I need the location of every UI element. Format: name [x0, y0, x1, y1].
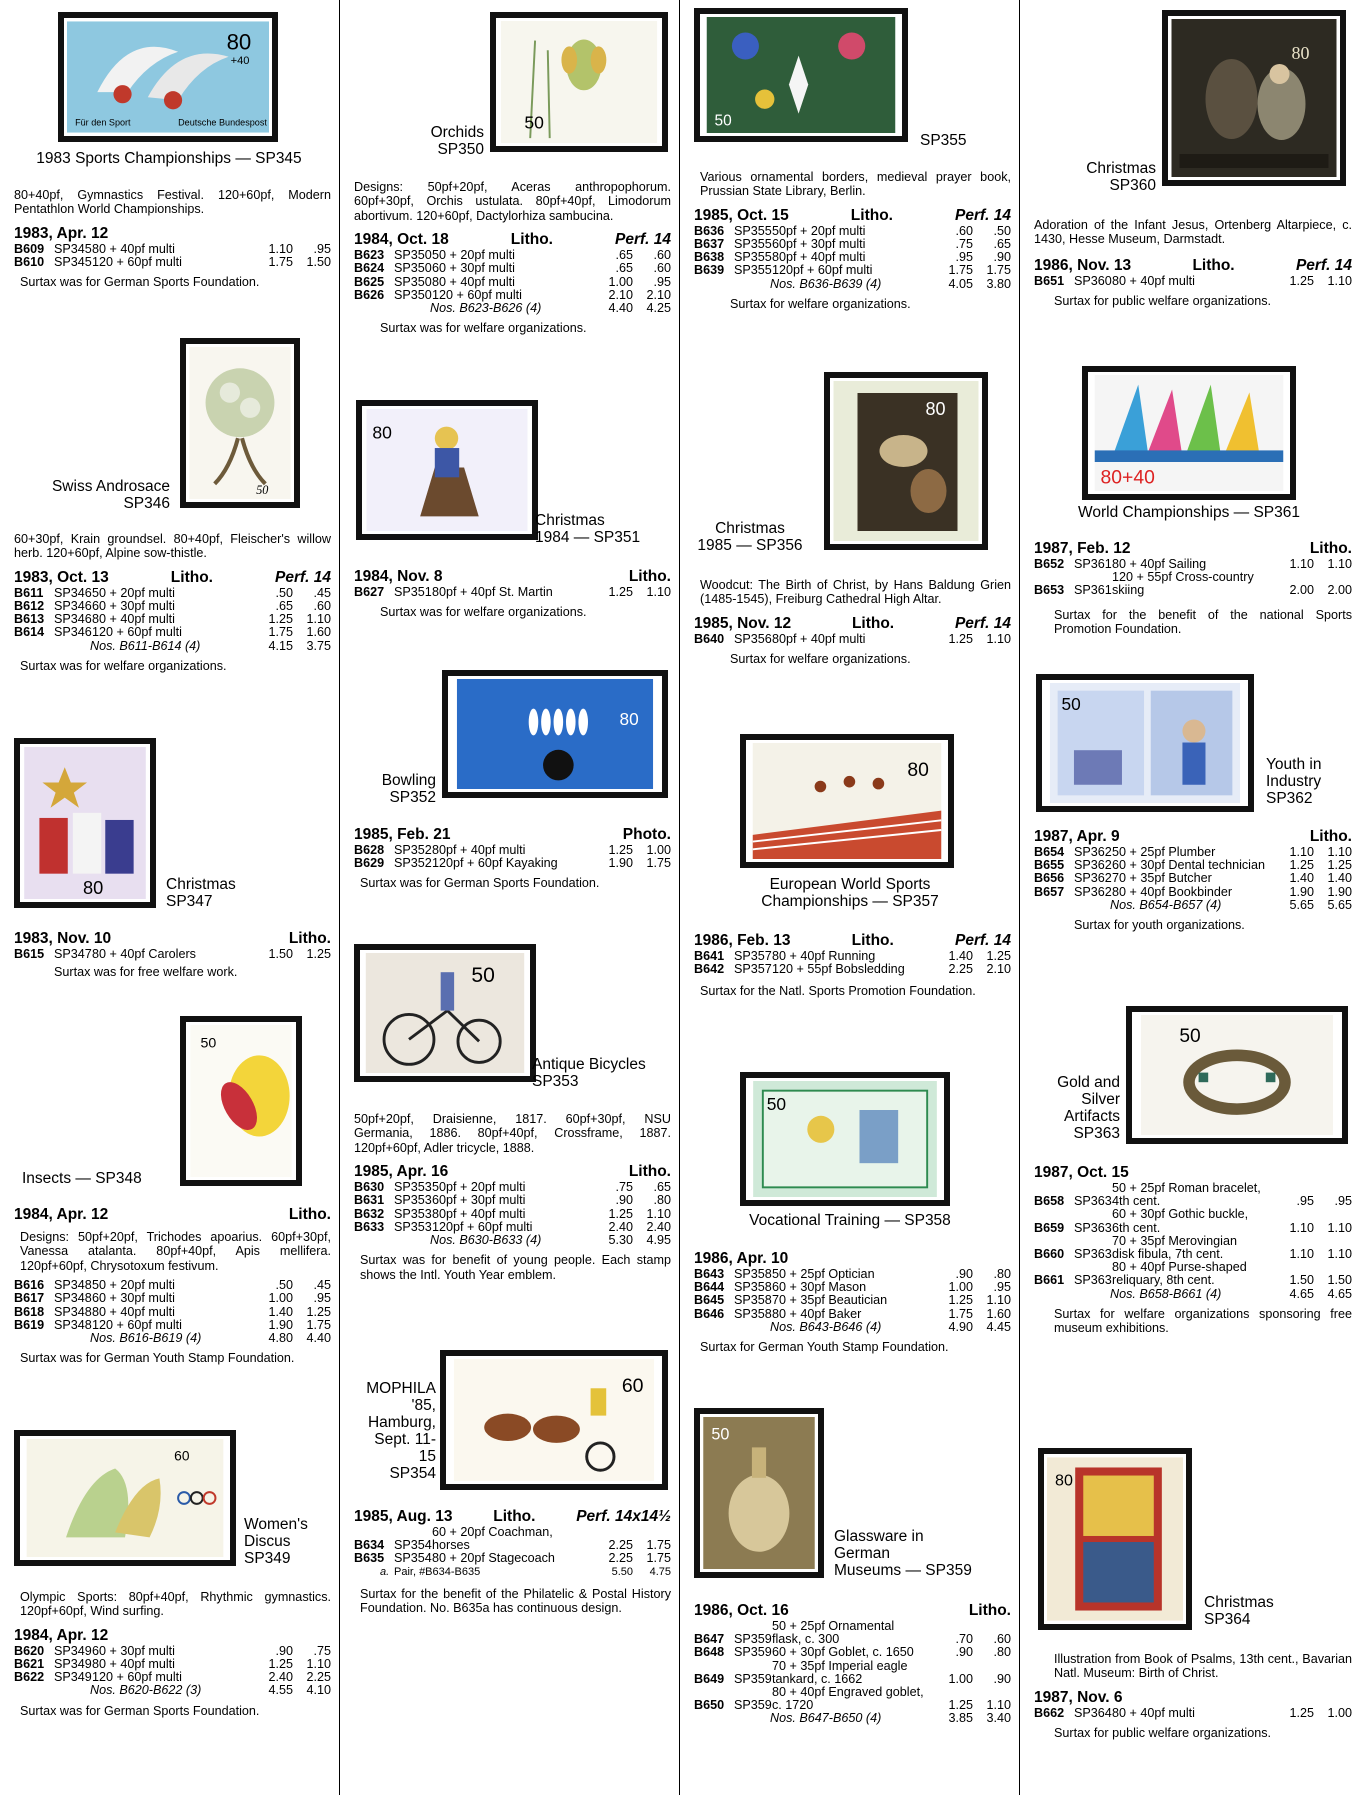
table-row: B654 SP362 50 + 25pf Plumber 1.10 1.10: [1034, 845, 1352, 859]
issue-table-sp351: [354, 586, 671, 599]
svg-text:50: 50: [200, 1035, 217, 1052]
svg-text:80: 80: [1055, 1471, 1073, 1490]
table-row: B625 SP350 80 + 40pf multi 1.00 .95: [354, 274, 671, 289]
svg-text:80: 80: [907, 759, 929, 781]
table-row: B614 SP346 120 + 60pf multi 1.75 1.60: [14, 625, 331, 640]
svg-text:50: 50: [471, 963, 495, 987]
table-row: Nos. B658-B661 (4) 4.65 4.65: [1110, 1286, 1352, 1301]
table-row: B645 SP358 70 + 35pf Beautician 1.25 1.10: [694, 1293, 1011, 1308]
issue-table-sp349: [14, 1645, 331, 1698]
block-sp349: Olympic Sports: 80pf+40pf, Rhythmic gymnastics. 120pf+60pf, Wind surfing. 1984, Apr. 12 B620 SP349 60 + 30pf multi .90 .75 B621 SP349 80 + 40pf multi 1.25 1.10 B622 SP349 120 + 60pf multi 2.40 2.25 Nos. B620-B622 (3) 4.55 4.10 Surtax was for German Sports Foundation.: [14, 1590, 331, 1718]
stamp-image-sp355: [694, 8, 908, 142]
stamp-image-sp348: [180, 1016, 302, 1186]
issue-table-sp357: [694, 950, 1011, 976]
stamp-image-sp347: [14, 738, 156, 908]
svg-text:50: 50: [256, 482, 269, 497]
table-row: B619 SP348 120 + 60pf multi 1.90 1.75: [14, 1317, 331, 1332]
svg-text:80: 80: [226, 29, 252, 55]
stamp-image-sp354: [440, 1350, 668, 1490]
stamp-image-sp356: [824, 372, 988, 550]
svg-text:50: 50: [1179, 1025, 1201, 1047]
table-row: B641 SP357 80 + 40pf Running 1.40 1.25: [694, 949, 1011, 963]
table-row: B631 SP353 60pf + 30pf multi .90 .80: [354, 1193, 671, 1208]
table-row: Nos. B611-B614 (4) 4.15 3.75: [90, 638, 331, 653]
block-sp352: 1985, Feb. 21 Photo. B628 SP352 80pf + 40pf multi 1.25 1.00 B629 SP352 120pf + 60pf Kayaking 1.90 1.75 Surtax was for German Sports Foundation.: [354, 826, 671, 891]
svg-text:50: 50: [766, 1094, 787, 1114]
svg-text:50: 50: [714, 112, 732, 130]
table-row: B647 SP359 50 + 25pf Ornamental flask, c. 300 .70 .60: [694, 1619, 1011, 1647]
column-1: [0, 0, 340, 1795]
table-row: B636 SP355 50pf + 20pf multi .60 .50: [694, 223, 1011, 238]
column-3: [680, 0, 1020, 1795]
svg-text:50: 50: [711, 1425, 730, 1444]
issue-table-sp358: [694, 1268, 1011, 1334]
table-row: a. Pair, #B634-B635 5.50 4.75: [380, 1565, 671, 1578]
stamp-image-sp357: [740, 734, 954, 868]
issue-table-sp363: [1034, 1182, 1352, 1301]
issue-table-sp361: [1034, 558, 1352, 598]
block-sp345: 80+40pf, Gymnastics Festival. 120+60pf, Modern Pentathlon World Championships. 1983, Apr. 12 B609 SP345 80 + 40pf multi 1.10 .95 B610 SP345 120 + 60pf multi 1.75 1.50 Surtax was for German Sports Foundation.: [14, 188, 331, 290]
caption-sp364: Christmas SP364: [1204, 1594, 1274, 1628]
svg-text:80: 80: [82, 876, 104, 898]
table-row: Nos. B620-B622 (3) 4.55 4.10: [90, 1683, 331, 1698]
caption-sp346: Swiss Androsace SP346: [51, 478, 170, 512]
block-sp362: 1987, Apr. 9 Litho. B654 SP362 50 + 25pf Plumber 1.10 1.10 B655 SP362 60 + 30pf Dental technician 1.25 1.25 B656 SP362 70 + 35pf Butcher 1.40 1.40 B657 SP362 80 + 40pf Bookbinder 1.90 1.90 Nos. B654-B657 (4) 5.65 5.65 Surtax for youth organizations.: [1034, 828, 1352, 933]
block-sp347: 1983, Nov. 10 Litho. B615 SP347 80 + 40pf Carolers 1.50 1.25 Surtax was for free welfare work.: [14, 930, 331, 980]
block-sp360: Adoration of the Infant Jesus, Ortenberg Altarpiece, c. 1430, Hesse Museum, Darmstadt. 1986, Nov. 13 Litho. Perf. 14 B651 SP360 80 + 40pf multi 1.25 1.10 Surtax for public welfare organizations.: [1034, 218, 1352, 309]
table-row: B615 SP347 80 + 40pf Carolers 1.50 1.25: [14, 947, 331, 961]
svg-text:Deutsche Bundespost: Deutsche Bundespost: [178, 117, 267, 128]
table-row: B643 SP358 50 + 25pf Optician .90 .80: [694, 1267, 1011, 1281]
caption-sp360: Christmas SP360: [1086, 160, 1156, 194]
block-sp364: Illustration from Book of Psalms, 13th cent., Bavarian Natl. Museum: Birth of Christ. 1987, Nov. 6 B662 SP364 80 + 40pf multi 1.25 1.00 Surtax for public welfare organizations.: [1034, 1652, 1352, 1741]
stamp-image-sp361: [1082, 366, 1296, 500]
table-row: B652 SP361 80 + 40pf Sailing 1.10 1.10: [1034, 557, 1352, 571]
table-row: Nos. B647-B650 (4) 3.85 3.40: [770, 1711, 1011, 1726]
table-row: B612 SP346 60 + 30pf multi .65 .60: [14, 599, 331, 614]
table-row: B618 SP348 80 + 40pf multi 1.40 1.25: [14, 1304, 331, 1319]
table-row: B658 SP363 50 + 25pf Roman bracelet, 4th cent. .95 .95: [1034, 1181, 1352, 1209]
table-row: B648 SP359 60 + 30pf Goblet, c. 1650 .90 .80: [694, 1645, 1011, 1660]
stamp-image-sp352: [442, 670, 668, 798]
table-row: B649 SP359 70 + 35pf Imperial eagle tankard, c. 1662 1.00 .90: [694, 1658, 1011, 1686]
caption-sp353: Antique Bicycles SP353: [532, 1056, 646, 1090]
table-row: B637 SP355 60pf + 30pf multi .75 .65: [694, 237, 1011, 252]
table-row: B621 SP349 80 + 40pf multi 1.25 1.10: [14, 1657, 331, 1672]
table-row: B660 SP363 70 + 35pf Merovingian disk fibula, 7th cent. 1.10 1.10: [1034, 1233, 1352, 1262]
table-row: B659 SP363 60 + 30pf Gothic buckle, 6th cent. 1.10 1.10: [1034, 1207, 1352, 1235]
block-sp357: 1986, Feb. 13 Litho. Perf. 14 B641 SP357 80 + 40pf Running 1.40 1.25 B642 SP357 120 + 55pf Bobsledding 2.25 2.10 Surtax for the Natl. Sports Promotion Foundation.: [694, 932, 1011, 999]
table-row: B635 SP354 80 + 20pf Stagecoach 2.25 1.75: [354, 1551, 671, 1566]
block-sp351: 1984, Nov. 8 Litho. B627 SP351 80pf + 40pf St. Martin 1.25 1.10 Surtax was for welfare organizations.: [354, 568, 671, 620]
svg-text:Für den Sport: Für den Sport: [75, 117, 131, 128]
issue-table-sp348: [14, 1279, 331, 1345]
caption-sp359: Glassware in German Museums — SP359: [834, 1528, 972, 1579]
block-sp358: 1986, Apr. 10 B643 SP358 50 + 25pf Optician .90 .80 B644 SP358 60 + 30pf Mason 1.00 .95 B645 SP358 70 + 35pf Beautician 1.25 1.10 B646 SP358 80 + 40pf Baker 1.75 1.60 Nos. B643-B646 (4) 4.90 4.45 Surtax for German Youth Stamp Foundation.: [694, 1250, 1011, 1355]
caption-sp350: Orchids SP350: [430, 124, 484, 158]
block-sp346: 60+30pf, Krain groundsel. 80+40pf, Fleischer's willow herb. 120+60pf, Alpine sow-thistle. 1983, Oct. 13 Litho. Perf. 14 B611 SP346 50 + 20pf multi .50 .45 B612 SP346 60 + 30pf multi .65 .60 B613 SP346 80 + 40pf multi 1.25 1.10 B614 SP346 120 + 60pf multi 1.75 1.60 Nos. B611-B614 (4) 4.15 3.75 Surtax was for welfare organizations.: [14, 532, 331, 673]
block-sp361: 1987, Feb. 12 Litho. B652 SP361 80 + 40pf Sailing 1.10 1.10 B653 SP361 120 + 55pf Cross-country skiing 2.00 2.00 Surtax for the benefit of the national Sports Promotion Foundation.: [1034, 540, 1352, 637]
issue-table-sp345: [14, 243, 331, 269]
caption-sp358: Vocational Training — SP358: [749, 1212, 951, 1229]
caption-sp355: SP355: [920, 132, 967, 149]
table-row: B644 SP358 60 + 30pf Mason 1.00 .95: [694, 1280, 1011, 1295]
svg-text:50: 50: [1061, 693, 1081, 714]
issue-table-sp364: [1034, 1707, 1352, 1720]
svg-text:50: 50: [524, 112, 544, 133]
table-row: B611 SP346 50 + 20pf multi .50 .45: [14, 585, 331, 600]
caption-sp356: Christmas 1985 — SP356: [697, 520, 803, 554]
svg-text:80+40: 80+40: [1100, 467, 1155, 489]
table-row: B651 SP360 80 + 40pf multi 1.25 1.10: [1034, 273, 1352, 288]
table-row: B609 SP345 80 + 40pf multi 1.10 .95: [14, 241, 331, 256]
caption-sp354: MOPHILA '85, Hamburg, Sept. 11- 15 SP354: [366, 1380, 436, 1482]
caption-sp357: European World Sports Championships — SP357: [761, 876, 939, 910]
table-row: B620 SP349 60 + 30pf multi .90 .75: [14, 1643, 331, 1658]
table-row: B630 SP353 50pf + 20pf multi .75 .65: [354, 1180, 671, 1195]
stamp-image-sp359: [694, 1408, 824, 1578]
table-row: B613 SP346 80 + 40pf multi 1.25 1.10: [14, 612, 331, 627]
stamp-image-sp358: [740, 1072, 950, 1206]
issue-table-sp355: [694, 225, 1011, 291]
stamp-image-sp360: [1162, 10, 1346, 186]
table-row: Nos. B643-B646 (4) 4.90 4.45: [770, 1319, 1011, 1334]
caption-sp361: World Championships — SP361: [1078, 504, 1300, 521]
caption-sp349: Women's Discus SP349: [244, 1516, 308, 1567]
table-row: B653 SP361 120 + 55pf Cross-country skiing 2.00 2.00: [1034, 570, 1352, 598]
block-sp354: 1985, Aug. 13 Litho. Perf. 14x14½ B634 SP354 60 + 20pf Coachman, horses 2.25 1.75 B635 SP354 80 + 20pf Stagecoach 2.25 1.75 a. Pair, #B634-B635 5.50 4.75 Surtax for the benefit of the Philatelic & Postal History Foundation. No. B635a has continuous design.: [354, 1508, 671, 1616]
table-row: B642 SP357 120 + 55pf Bobsledding 2.25 2.10: [694, 962, 1011, 977]
stamp-image-sp353: [354, 944, 536, 1082]
table-row: B646 SP358 80 + 40pf Baker 1.75 1.60: [694, 1306, 1011, 1321]
caption-sp351: Christmas 1984 — SP351: [535, 512, 641, 546]
table-row: B655 SP362 60 + 30pf Dental technician 1.25 1.25: [1034, 858, 1352, 873]
block-sp355: Various ornamental borders, medieval prayer book, Prussian State Library, Berlin. 1985, Oct. 15 Litho. Perf. 14 B636 SP355 50pf + 20pf multi .60 .50 B637 SP355 60pf + 30pf multi .75 .65 B638 SP355 80pf + 40pf multi .95 .90 B639 SP355 120pf + 60pf multi 1.75 1.75 Nos. B636-B639 (4) 4.05 3.80 Surtax for welfare organizations.: [694, 170, 1011, 311]
column-2: [340, 0, 680, 1795]
table-row: B626 SP350 120 + 60pf multi 2.10 2.10: [354, 287, 671, 302]
caption-sp345: 1983 Sports Championships — SP345: [36, 150, 302, 167]
caption-sp352: Bowling SP352: [381, 772, 436, 806]
svg-text:60: 60: [174, 1448, 190, 1464]
issue-table-sp362: [1034, 846, 1352, 912]
table-row: B650 SP359 80 + 40pf Engraved goblet, c. 1720 1.25 1.10: [694, 1685, 1011, 1713]
issue-table-sp347: [14, 948, 331, 961]
svg-text:80: 80: [925, 399, 946, 419]
table-row: B627 SP351 80pf + 40pf St. Martin 1.25 1.10: [354, 585, 671, 599]
table-row: B632 SP353 80pf + 40pf multi 1.25 1.10: [354, 1206, 671, 1221]
block-sp353: 50pf+20pf, Draisienne, 1817. 60pf+30pf, NSU Germania, 1886. 80pf+40pf, Crossframe, 1887. 120pf+60pf, Adler tricycle, 1888. 1985, Apr. 16 Litho. B630 SP353 50pf + 20pf multi .75 .65 B631 SP353 60pf + 30pf multi .90 .80 B632 SP353 80pf + 40pf multi 1.25 1.10 B633 SP353 120pf + 60pf multi 2.40 2.40 Nos. B630-B633 (4) 5.30 4.95 Surtax was for benefit of young people. Each stamp shows the Intl. Youth Year emblem.: [354, 1112, 671, 1282]
table-row: B634 SP354 60 + 20pf Coachman, horses 2.25 1.75: [354, 1525, 671, 1553]
stamp-image-sp363: [1126, 1006, 1348, 1144]
table-row: Nos. B630-B633 (4) 5.30 4.95: [430, 1233, 671, 1248]
stamp-image-sp345: [58, 12, 278, 142]
table-row: Nos. B636-B639 (4) 4.05 3.80: [770, 276, 1011, 291]
svg-text:80: 80: [1291, 43, 1310, 63]
issue-table-sp346: [14, 587, 331, 653]
issue-table-sp360: [1034, 275, 1352, 288]
table-row: B639 SP355 120pf + 60pf multi 1.75 1.75: [694, 263, 1011, 278]
caption-sp362: Youth in Industry SP362: [1266, 756, 1322, 807]
table-row: B640 SP356 80pf + 40pf multi 1.25 1.10: [694, 631, 1011, 646]
table-row: B629 SP352 120pf + 60pf Kayaking 1.90 1.75: [354, 856, 671, 871]
table-row: B624 SP350 60 + 30pf multi .65 .60: [354, 261, 671, 276]
table-row: B623 SP350 50 + 20pf multi .65 .60: [354, 248, 671, 263]
stamp-image-sp350: [490, 12, 668, 152]
issue-table-sp356: [694, 633, 1011, 646]
svg-text:80: 80: [619, 708, 639, 729]
block-sp350: Designs: 50pf+20pf, Aceras anthropophorum. 60pf+30pf, Orchis ustulata. 80pf+40pf, Limodorum abortivum. 120+60pf, Dactylorhiza sambucina. 1984, Oct. 18 Litho. Perf. 14 B623 SP350 50 + 20pf multi .65 .60 B624 SP350 60 + 30pf multi .65 .60 B625 SP350 80 + 40pf multi 1.00 .95 B626 SP350 120 + 60pf multi 2.10 2.10 Nos. B623-B626 (4) 4.40 4.25 Surtax was for welfare organizations.: [354, 180, 671, 336]
table-row: B661 SP363 80 + 40pf Purse-shaped reliquary, 8th cent. 1.50 1.50: [1034, 1260, 1352, 1288]
svg-text:+40: +40: [230, 54, 250, 67]
caption-sp348: Insects — SP348: [22, 1170, 142, 1187]
table-row: Nos. B623-B626 (4) 4.40 4.25: [430, 301, 671, 316]
table-row: Nos. B616-B619 (4) 4.80 4.40: [90, 1331, 331, 1346]
table-row: B657 SP362 80 + 40pf Bookbinder 1.90 1.90: [1034, 884, 1352, 899]
svg-text:80: 80: [372, 422, 392, 443]
table-row: B610 SP345 120 + 60pf multi 1.75 1.50: [14, 255, 331, 270]
table-row: B617 SP348 60 + 30pf multi 1.00 .95: [14, 1291, 331, 1306]
table-row: B638 SP355 80pf + 40pf multi .95 .90: [694, 250, 1011, 265]
table-row: B662 SP364 80 + 40pf multi 1.25 1.00: [1034, 1705, 1352, 1720]
table-row: B616 SP348 50 + 20pf multi .50 .45: [14, 1278, 331, 1293]
issue-table-sp359: [694, 1620, 1011, 1726]
block-sp356: Woodcut: The Birth of Christ, by Hans Baldung Grien (1485-1545), Freiburg Cathedral High Altar. 1985, Nov. 12 Litho. Perf. 14 B640 SP356 80pf + 40pf multi 1.25 1.10 Surtax for welfare organizations.: [694, 578, 1011, 667]
svg-text:60: 60: [621, 1375, 644, 1398]
table-row: B622 SP349 120 + 60pf multi 2.40 2.25: [14, 1670, 331, 1685]
stamp-image-sp362: [1036, 674, 1254, 812]
issue-table-sp353: [354, 1181, 671, 1247]
caption-sp347: Christmas SP347: [166, 876, 236, 910]
block-sp359: 1986, Oct. 16 Litho. B647 SP359 50 + 25pf Ornamental flask, c. 300 .70 .60 B648 SP359 60 + 30pf Goblet, c. 1650 .90 .80 B649 SP359 70 + 35pf Imperial eagle tankard, c. 1662 1.00 .90 B650 SP359 80 + 40pf Engraved goblet, c. 1720 1.25 1.10 Nos. B647-B650 (4) 3.85 3.40: [694, 1602, 1011, 1726]
stamp-image-sp346: [180, 338, 300, 508]
stamp-image-sp351: [356, 400, 538, 540]
table-row: Nos. B654-B657 (4) 5.65 5.65: [1110, 897, 1352, 912]
issue-table-sp352: [354, 844, 671, 870]
table-row: B628 SP352 80pf + 40pf multi 1.25 1.00: [354, 843, 671, 857]
stamp-image-sp364: [1038, 1448, 1192, 1630]
block-sp363: 1987, Oct. 15 B658 SP363 50 + 25pf Roman bracelet, 4th cent. .95 .95 B659 SP363 60 + 30pf Gothic buckle, 6th cent. 1.10 1.10 B660 SP363 70 + 35pf Merovingian disk fibula, 7th cent. 1.10 1.10 B661 SP363 80 + 40pf Purse-shaped reliquary, 8th cent. 1.50 1.50 Nos. B658-B661 (4) 4.65 4.65 Surtax for welfare organizations sponsoring free museum exhibitions.: [1034, 1164, 1352, 1336]
issue-table-sp354: [354, 1526, 671, 1579]
table-row: B656 SP362 70 + 35pf Butcher 1.40 1.40: [1034, 871, 1352, 886]
stamp-image-sp349: [14, 1430, 236, 1566]
block-sp348: 1984, Apr. 12 Litho. Designs: 50pf+20pf, Trichodes apoarius. 60pf+30pf, Vanessa atalanta. 80pf+40pf, Apis mellifera. 120pf+60pf, Chrysotoxum festivum. B616 SP348 50 + 20pf multi .50 .45 B617 SP348 60 + 30pf multi 1.00 .95 B618 SP348 80 + 40pf multi 1.40 1.25 B619 SP348 120 + 60pf multi 1.90 1.75 Nos. B616-B619 (4) 4.80 4.40 Surtax was for German Youth Stamp Foundation.: [14, 1206, 331, 1366]
caption-sp363: Gold and Silver Artifacts SP363: [1057, 1074, 1120, 1142]
column-4: [1020, 0, 1360, 1795]
table-row: B633 SP353 120pf + 60pf multi 2.40 2.40: [354, 1219, 671, 1234]
issue-table-sp350: [354, 249, 671, 315]
